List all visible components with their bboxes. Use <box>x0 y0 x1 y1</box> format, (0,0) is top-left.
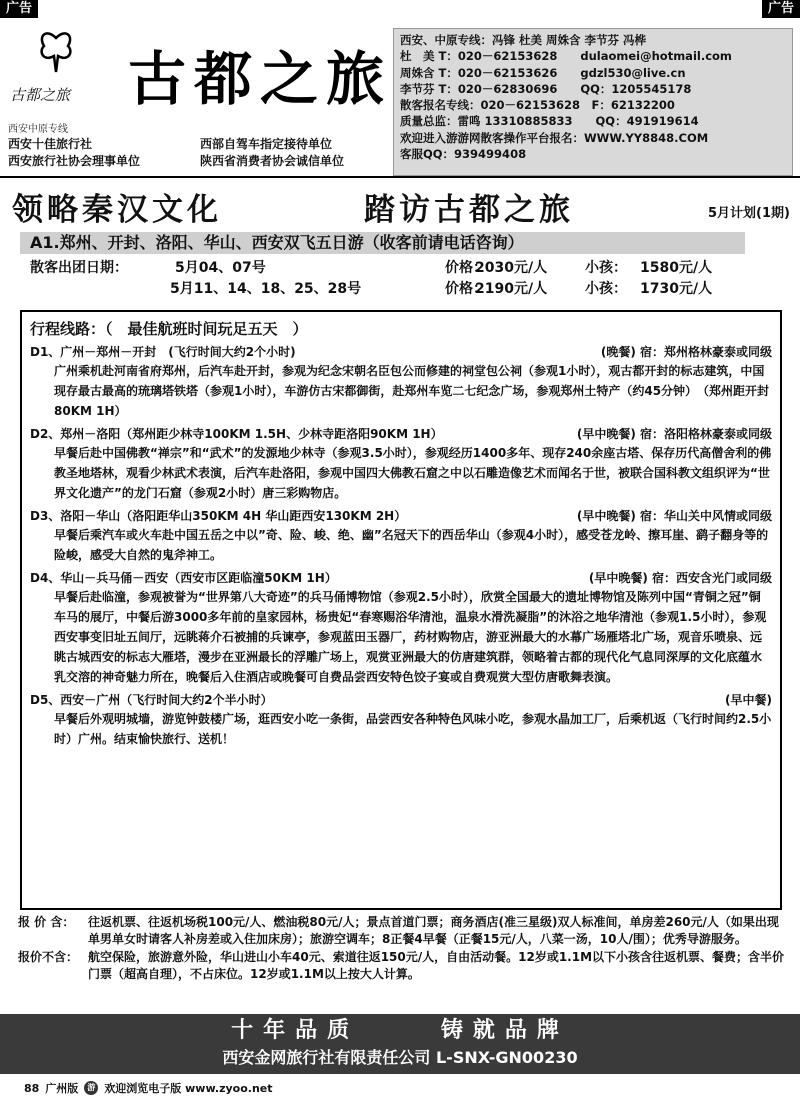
headline-banner <box>8 182 792 226</box>
day-meal-hotel: (早中晚餐) 宿：华山关中风情或同级 <box>576 509 772 523</box>
agency-credential: 西部自驾车指定接待单位 <box>200 137 333 151</box>
departure-dates <box>30 258 790 300</box>
price-excludes <box>18 949 788 982</box>
contact-row: 散客报名专线：020－62153628 F：62132200 <box>400 98 675 113</box>
price-label: 价格： <box>445 281 487 297</box>
day-description: 早餐后赴临潼，参观被誉为“世界第八大奇迹”的兵马俑博物馆（参观2.5小时），欣赏全国最大的遗址博物馆及陈列中国“青铜之冠”铜车马的展厅，中餐后游3000多年前的皇家园林，杨贵妃“春寒赐浴华清池，温泉水滑洗凝脂”的沐浴之地华清池（参观1.5小时），参观西安事变旧址五间厅，远眺蒋介石被捕的兵谏亭，参观蓝田玉器厂，药材购物店，游亚洲最大的水幕广场雁塔北广场，观音乐喷泉、远眺古城西安的标志大雁塔，漫步在亚洲最长的浮雕广场上，观赏亚洲最大的仿唐建筑群，领略着古都的现代化气息同深厚的文化底蕴水乳交溶的神奇魅力所在，晚餐后入住酒店或晚餐可自费品尝西安特色饺子宴或自费观赏大型仿唐歌舞表演。 <box>54 590 767 684</box>
day-meal-hotel: (早中晚餐) 宿：洛阳格林豪泰或同级 <box>576 427 772 441</box>
day-description: 广州乘机赴河南省府郑州，后汽车赴开封，参观为纪念宋朝名臣包公而修建的祠堂包公祠（参观1小时），观古都开封的标志建筑，中国现存最古最高的琉璃塔铁塔（参观1小时），车游仿古宋都御街，赴郑州车览二七纪念广场，参观郑州土特产（约45分钟） （郑州距开封80KM 1H） <box>54 364 770 418</box>
itinerary-title: 行程线路：（ 最佳航班时间玩足五天 ） <box>30 320 308 338</box>
agency-credentials-left <box>8 136 140 170</box>
excludes-text: 航空保险，旅游意外险，华山进山小车40元、索道往返150元/人，自由活动餐。12岁或1.1M以下小孩含往返机票、餐费；含半价门票（超高自理），不占床位。12岁或1.1M以上按大人计算。 <box>88 950 785 981</box>
logo <box>8 22 118 132</box>
slogan-right: 铸就品牌 <box>440 1018 569 1043</box>
header <box>0 18 800 178</box>
day-meal-hotel: (早中餐) <box>725 693 772 707</box>
ad-label-left: 广告 <box>0 0 38 18</box>
contact-row: 李节芬 T：020－62830696 QQ：1205545178 <box>400 81 692 96</box>
day-description: 早餐后外观明城墙，游览钟鼓楼广场，逛西安小吃一条街，品尝西安各种特色风味小吃，参观水晶加工厂，后乘机返（飞行时间约2.5小时）广州。结束愉快旅行、送机！ <box>54 712 772 746</box>
agency-credentials-right <box>200 136 344 170</box>
page-number: 88 <box>24 1081 40 1095</box>
company-name: 西安金网旅行社有限责任公司 L-SNX-GN00230 <box>222 1048 578 1067</box>
child-price: 1580元/人 <box>640 260 713 276</box>
includes-label: 报 价 含： <box>18 915 75 929</box>
departure-row <box>30 258 790 279</box>
day-heading <box>30 343 772 361</box>
departure-label: 散客出团日期： <box>30 260 128 276</box>
day-meal-hotel: (晚餐) 宿：郑州格林豪泰或同级 <box>600 345 772 359</box>
day-route: D2、郑州－洛阳（郑州距少林寺100KM 1.5H、少林寺距洛阳90KM 1H） <box>30 427 443 441</box>
day-heading <box>30 569 772 587</box>
contact-row: 质量总监：雷鸣 13310885833 QQ：491919614 <box>400 114 699 129</box>
contact-row: 西安、中原专线：冯锋 杜美 周姝含 李节芬 冯桦 <box>400 33 647 47</box>
day-heading <box>30 425 772 443</box>
itinerary-box <box>20 310 782 910</box>
day-route: D5、西安－广州（飞行时间大约2个半小时） <box>30 693 273 707</box>
pricing-terms <box>18 914 788 984</box>
slogan-left: 十年品质 <box>231 1018 360 1043</box>
day-meal-hotel: (早中晚餐) 宿：西安含光门或同级 <box>588 571 772 585</box>
site-logo-icon: 游 <box>84 1081 98 1095</box>
day-route: D3、洛阳－华山（洛阳距华山350KM 4H 华山距西安130KM 2H） <box>30 509 407 523</box>
adult-price: 2030元/人 <box>475 260 548 276</box>
day-route: D4、华山－兵马俑－西安（西安市区距临潼50KM 1H） <box>30 571 337 585</box>
price-includes <box>18 914 788 947</box>
agency-credential: 西安十佳旅行社 <box>8 137 93 151</box>
departure-dates-value: 5月11、14、18、25、28号 <box>170 281 362 297</box>
brand-title: 古都之旅 <box>128 45 393 113</box>
headline-right: 踏访古都之旅 <box>364 192 574 228</box>
contact-row: 周姝含 T：020－62153626 gdzl530@live.cn <box>400 65 686 80</box>
route-title: A1.郑州、开封、洛阳、华山、西安双飞五日游（收客前请电话咨询） <box>20 232 745 254</box>
day-description: 早餐后赴中国佛教“禅宗”和“武术”的发源地少林寺（参观3.5小时），参观经历1400多年、现存240余座古塔、保存历代高僧舍利的佛教圣地塔林，观看少林武术表演，后汽车赴洛阳，参观中国四大佛教石窟之中以石雕造像艺术而闻名于世，被联合国科教文组织评为“世界文化遗产”的龙门石窟（参观2小时）唐三彩购物店。 <box>54 446 772 500</box>
includes-text: 往返机票、往返机场税100元/人、燃油税80元/人；景点首道门票；商务酒店(准三星级)双人标准间，单房差260元/人（如果出现单男单女时请客人补房差或入住加床房）；旅游空调车；8正餐4早餐（正餐15元/人，八菜一汤，10人/围）；优秀导游服务。 <box>88 915 779 946</box>
agency-credential: 西安旅行社协会理事单位 <box>8 154 141 168</box>
contact-panel <box>393 28 793 176</box>
brand-line: 西安中原专线 <box>8 124 68 135</box>
page-footer <box>24 1080 273 1096</box>
ad-label-right: 广告 <box>762 0 800 18</box>
edition-label: 广州版 <box>45 1082 79 1095</box>
headline-left: 领略秦汉文化 <box>12 192 222 228</box>
day-heading <box>30 507 772 525</box>
child-price: 1730元/人 <box>640 281 713 297</box>
contact-row: 客服QQ：939499408 <box>400 147 527 162</box>
footer-band <box>0 1014 800 1074</box>
child-price-label: 小孩： <box>585 281 627 297</box>
departure-row <box>30 279 790 300</box>
adult-price: 2190元/人 <box>475 281 548 297</box>
agency-credential: 陕西省消费者协会诚信单位 <box>200 154 345 168</box>
price-label: 价格： <box>445 260 487 276</box>
butterfly-icon <box>36 28 76 78</box>
child-price-label: 小孩： <box>585 260 627 276</box>
day-route: D1、广州－郑州－开封 (飞行时间大约2个小时) <box>30 345 296 359</box>
contact-row: 杜 美 T：020－62153628 dulaomei@hotmail.com <box>400 49 732 64</box>
plan-label: 5月计划(1期) <box>708 206 790 221</box>
day-description: 早餐后乘汽车或火车赴中国五岳之中以”奇、险、峻、绝、幽”名冠天下的西岳华山（参观4小时），感受苍龙岭、擦耳崖、鹞子翻身等的险峻，感受大自然的鬼斧神工。 <box>54 528 769 562</box>
day-heading <box>30 691 772 709</box>
slogan <box>0 1016 800 1046</box>
logo-name: 古都之旅 <box>10 86 71 104</box>
excludes-label: 报价不含： <box>18 950 79 964</box>
website-link[interactable]: 欢迎浏览电子版 www.zyoo.net <box>104 1082 273 1095</box>
contact-row: 欢迎进入游游网散客操作平台报名：WWW.YY8848.COM <box>400 130 709 145</box>
departure-dates-value: 5月04、07号 <box>175 260 266 276</box>
